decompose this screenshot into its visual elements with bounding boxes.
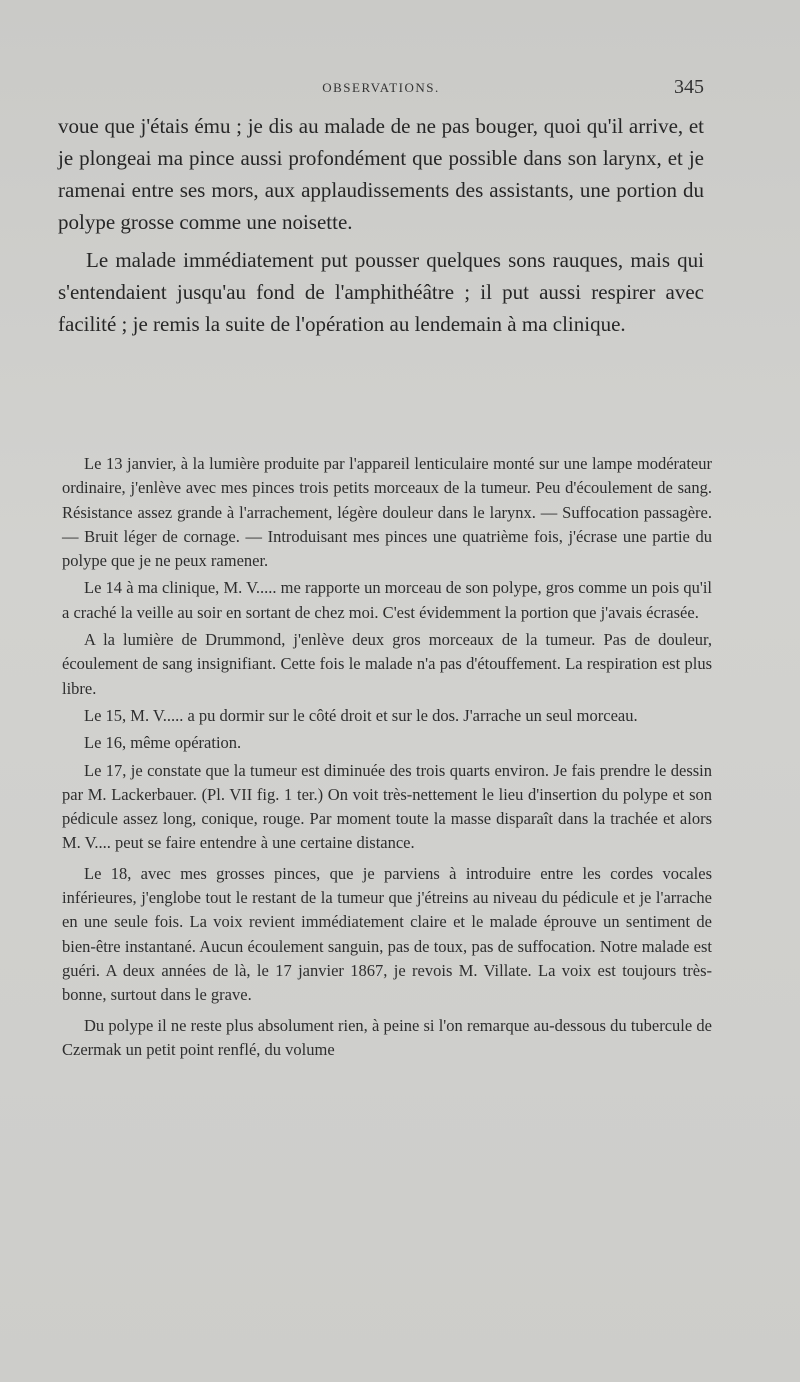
paragraph-continuation: voue que j'étais ému ; je dis au malade de ne pas bouger, quoi qu'il arrive, et je plongeai ma pince aussi profondément que possible dans son larynx, et je ramenai entre ses mors, aux applaudissements des assistants, une portion du polype grosse comme une noisette. bbox=[58, 114, 704, 234]
observation-notes-block bbox=[62, 452, 712, 1065]
note-paragraph: Le 13 janvier, à la lumière produite par l'appareil lenticulaire monté sur une lampe modérateur ordinaire, j'enlève avec mes pinces trois petits morceaux de la tumeur. Peu d'écoulement de sang. Résistance assez grande à l'arrachement, légère douleur dans le larynx. — Suffocation passagère. — Bruit léger de cornage. — Introduisant mes pinces une quatrième fois, j'écrase une partie du polype que je ne peux ramener. bbox=[62, 454, 712, 571]
note-paragraph: A la lumière de Drummond, j'enlève deux gros morceaux de la tumeur. Pas de douleur, écoulement de sang insignifiant. Cette fois le malade n'a pas d'étouffement. La respiration est plus libre. bbox=[62, 630, 712, 698]
note-paragraph: Le 15, M. V..... a pu dormir sur le côté droit et sur le dos. J'arrache un seul morceau. bbox=[84, 705, 638, 725]
paragraph: Le malade immédiatement put pousser quelques sons rauques, mais qui s'entendaient jusqu'au fond de l'amphithéâtre ; il put aussi respirer avec facilité ; je remis la suite de l'opération au lendemain à ma clinique. bbox=[58, 248, 704, 336]
note-paragraph: Le 17, je constate que la tumeur est diminuée des trois quarts environ. Je fais prendre le dessin par M. Lackerbauer. (Pl. VII fig. 1 ter.) On voit très-nettement le lieu d'insertion du polype et son pédicule assez long, conique, rouge. Par moment toute la masse disparaît dans la trachée et alors M. V.... peut se faire entendre à une certaine distance. bbox=[62, 760, 712, 853]
page-number: 345 bbox=[674, 76, 704, 98]
running-head bbox=[58, 76, 704, 100]
note-paragraph: Le 14 à ma clinique, M. V..... me rapporte un morceau de son polype, gros comme un pois qu'il a craché la veille au soir en sortant de chez moi. C'est évidemment la portion que j'avais écrasée. bbox=[62, 578, 712, 622]
note-paragraph: Le 16, même opération. bbox=[84, 733, 242, 753]
note-paragraph: Le 18, avec mes grosses pinces, que je parviens à introduire entre les cordes vocales inférieures, j'englobe tout le restant de la tumeur que j'étreins au niveau du pédicule et je l'arrache en une seule fois. La voix revient immédiatement claire et le malade éprouve un sentiment de bien-être instantané. Aucun écoulement sanguin, pas de toux, pas de suffocation. Notre malade est guéri. A deux années de là, le 17 janvier 1867, je revois M. Villate. La voix est toujours très-bonne, surtout dans le grave. bbox=[62, 863, 712, 1005]
main-text-block bbox=[58, 110, 704, 340]
note-paragraph: Du polype il ne reste plus absolument rien, à peine si l'on remarque au-dessous du tubercule de Czermak un petit point renflé, du volume bbox=[62, 1015, 712, 1059]
running-title: OBSERVATIONS. bbox=[322, 80, 440, 95]
